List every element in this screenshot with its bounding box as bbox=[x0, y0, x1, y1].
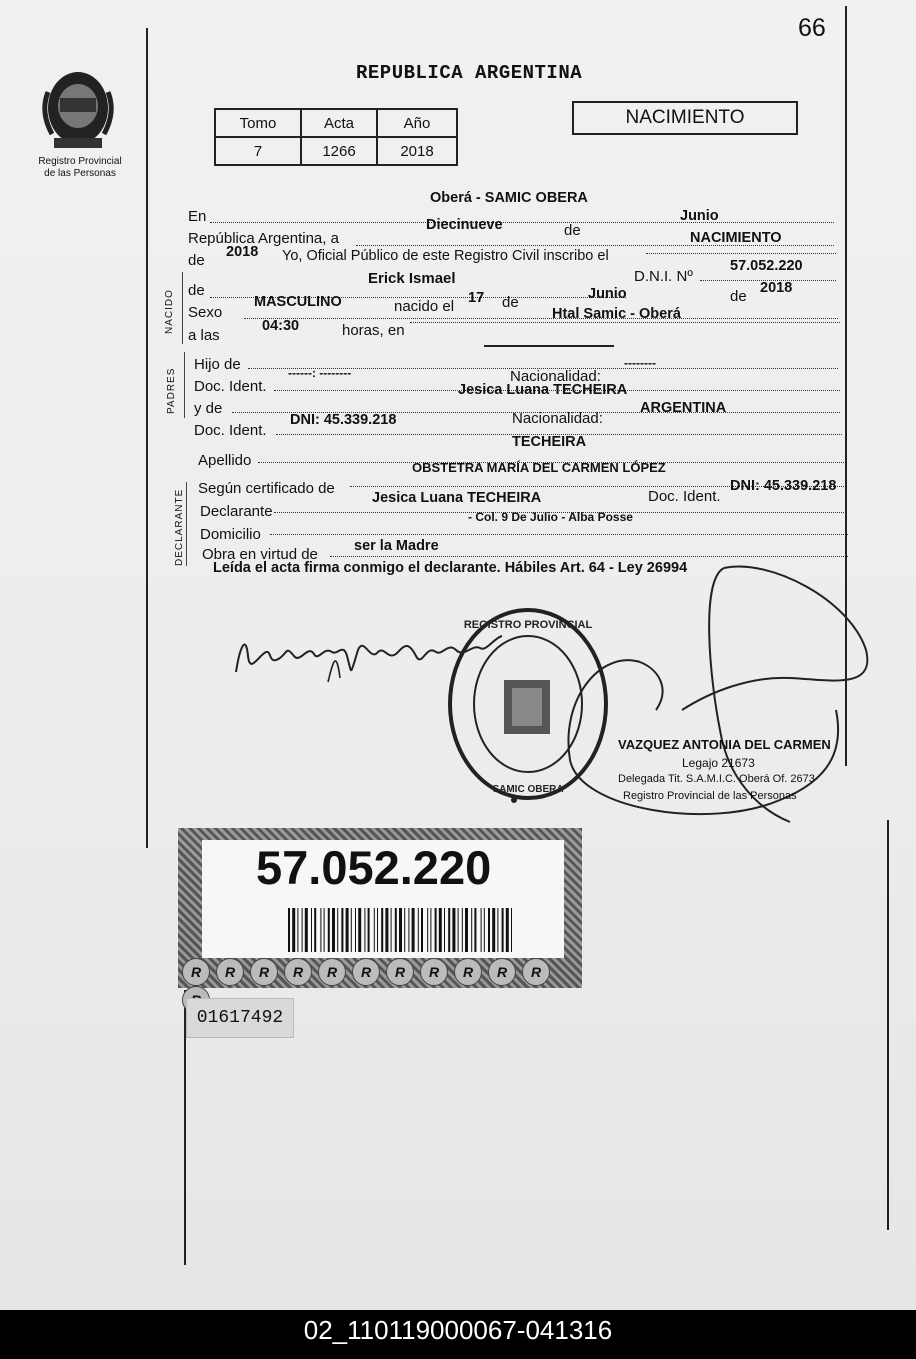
barcode-bar bbox=[404, 908, 405, 952]
barcode-bar bbox=[506, 908, 509, 952]
label-de-year: de bbox=[188, 252, 205, 269]
logo-caption bbox=[22, 156, 138, 180]
value-mother-nat: ARGENTINA bbox=[640, 400, 727, 416]
barcode-bar bbox=[328, 908, 330, 952]
logo-caption-line1: Registro Provincial bbox=[38, 156, 122, 167]
left-margin-line bbox=[146, 28, 148, 848]
barcode-bar bbox=[358, 908, 361, 952]
label-nacionalidad: Nacionalidad: bbox=[510, 368, 601, 385]
label-apellido: Apellido bbox=[198, 452, 252, 469]
barcode-bar bbox=[502, 908, 504, 952]
barcode-bar bbox=[452, 908, 455, 952]
barcode-bar bbox=[408, 908, 409, 952]
padres-divider bbox=[184, 352, 185, 418]
value-time: 04:30 bbox=[262, 318, 300, 334]
header-tomo: Tomo bbox=[215, 109, 301, 137]
label-republica: República Argentina, a bbox=[188, 230, 339, 247]
barcode-bar bbox=[430, 908, 431, 952]
value-father-doc: ------: -------- bbox=[288, 366, 352, 380]
barcode-bar bbox=[368, 908, 370, 952]
logo-caption-line2: de las Personas bbox=[44, 168, 116, 179]
value-declarant-doc: DNI: 45.339.218 bbox=[730, 478, 837, 494]
label-dni: D.N.I. Nº bbox=[634, 268, 693, 285]
value-name: Erick Ismael bbox=[368, 270, 456, 287]
label-de-m2: de bbox=[502, 294, 519, 311]
svg-text:SAMIC OBERA: SAMIC OBERA bbox=[492, 784, 564, 795]
label-doc-ident: Doc. Ident. bbox=[194, 378, 267, 395]
label-segun: Según certificado de bbox=[198, 480, 335, 497]
label-declarante: Declarante bbox=[200, 503, 273, 520]
label-de-month: de bbox=[564, 222, 581, 239]
r-watermark-icon: R bbox=[352, 958, 380, 986]
label-sexo: Sexo bbox=[188, 304, 223, 321]
sticker-pattern-row bbox=[182, 958, 580, 986]
label-y-de: y de bbox=[194, 400, 223, 417]
barcode-bar bbox=[297, 908, 298, 952]
nacido-divider bbox=[182, 272, 183, 344]
barcode-bar bbox=[427, 908, 428, 952]
r-watermark-icon: R bbox=[420, 958, 448, 986]
barcode-bar bbox=[385, 908, 388, 952]
barcode-bar bbox=[314, 908, 316, 952]
value-mother: Jesica Luana TECHEIRA bbox=[458, 382, 628, 398]
barcode-bar bbox=[324, 908, 325, 952]
right-margin-line-lower bbox=[887, 820, 889, 1230]
barcode-bar bbox=[355, 908, 356, 952]
label-nacionalidad2: Nacionalidad: bbox=[512, 410, 603, 427]
label-hijo-de: Hijo de bbox=[194, 356, 241, 373]
value-tomo: 7 bbox=[215, 137, 301, 165]
serial-number: 01617492 bbox=[186, 998, 294, 1038]
label-a-las: a las bbox=[188, 327, 220, 344]
barcode-bar bbox=[418, 908, 419, 952]
dni-number-label: 57.052.220 bbox=[256, 841, 492, 894]
label-doc-ident3: Doc. Ident. bbox=[648, 488, 721, 505]
label-domicilio: Domicilio bbox=[200, 526, 261, 543]
value-year: 2018 bbox=[226, 244, 259, 260]
label-horas-en: horas, en bbox=[342, 322, 405, 339]
barcode-bar bbox=[492, 908, 495, 952]
header-acta: Acta bbox=[301, 109, 377, 137]
barcode-bar bbox=[364, 908, 365, 952]
barcode-bar bbox=[481, 908, 482, 952]
value-act: NACIMIENTO bbox=[690, 230, 782, 246]
value-month: Junio bbox=[680, 208, 719, 224]
volume-table bbox=[214, 108, 458, 166]
section-padres: PADRES bbox=[166, 367, 177, 414]
value-mother-doc: DNI: 45.339.218 bbox=[290, 412, 397, 428]
header-ano: Año bbox=[377, 109, 457, 137]
value-father-nat: -------- bbox=[624, 356, 656, 370]
section-declarante: DECLARANTE bbox=[174, 488, 185, 566]
dots-obra bbox=[330, 556, 848, 557]
blank-line bbox=[484, 345, 614, 347]
barcode-bar bbox=[444, 908, 445, 952]
svg-text:REGISTRO PROVINCIAL: REGISTRO PROVINCIAL bbox=[463, 619, 593, 631]
label-nacido-el: nacido el bbox=[394, 298, 455, 315]
barcode-bar bbox=[458, 908, 459, 952]
r-watermark-icon: R bbox=[488, 958, 516, 986]
barcode-bar bbox=[439, 908, 442, 952]
r-watermark-icon: R bbox=[182, 958, 210, 986]
barcode-bar bbox=[448, 908, 450, 952]
r-watermark-icon: R bbox=[522, 958, 550, 986]
dots-hospital bbox=[410, 322, 840, 323]
barcode-bar bbox=[288, 908, 290, 952]
dots-en bbox=[210, 222, 834, 223]
barcode-bar bbox=[292, 908, 295, 952]
barcode-bar bbox=[412, 908, 415, 952]
barcode-bar bbox=[474, 908, 476, 952]
closing-statement: Leída el acta firma conmigo el declarante. Hábiles Art. 64 - Ley 26994 bbox=[213, 560, 688, 576]
value-day: Diecinueve bbox=[426, 217, 503, 233]
value-birth-month: Junio bbox=[588, 286, 627, 302]
barcode-bar bbox=[395, 908, 397, 952]
value-capacity: ser la Madre bbox=[354, 538, 439, 554]
barcode-bar bbox=[332, 908, 335, 952]
value-birth-day: 17 bbox=[468, 290, 485, 306]
barcode-bar bbox=[497, 908, 498, 952]
barcode-bar bbox=[341, 908, 343, 952]
value-sex: MASCULINO bbox=[254, 294, 342, 310]
dots-yo bbox=[646, 253, 836, 254]
label-yo: Yo, Oficial Público de este Registro Civil inscribo el bbox=[282, 248, 609, 264]
r-watermark-icon: R bbox=[318, 958, 346, 986]
act-type-box: NACIMIENTO bbox=[572, 101, 798, 135]
section-nacido: NACIDO bbox=[164, 289, 175, 334]
r-watermark-icon: R bbox=[250, 958, 278, 986]
official-position: Delegada Tit. S.A.M.I.C. Oberá Of. 2673 bbox=[618, 773, 815, 785]
barcode-bar bbox=[311, 908, 312, 952]
r-watermark-icon: R bbox=[216, 958, 244, 986]
value-certificate: OBSTETRA MARÍA DEL CARMEN LÓPEZ bbox=[412, 460, 666, 475]
label-doc-ident2: Doc. Ident. bbox=[194, 422, 267, 439]
value-dni: 57.052.220 bbox=[730, 258, 803, 274]
barcode-bar bbox=[462, 908, 463, 952]
value-surname: TECHEIRA bbox=[512, 434, 587, 450]
barcode-bar bbox=[391, 908, 392, 952]
value-place: Oberá - SAMIC OBERA bbox=[430, 190, 588, 206]
value-hospital: Htal Samic - Oberá bbox=[552, 306, 681, 322]
r-watermark-icon: R bbox=[284, 958, 312, 986]
barcode-bar bbox=[320, 908, 321, 952]
value-birth-year: 2018 bbox=[760, 280, 793, 296]
barcode-bar bbox=[346, 908, 349, 952]
dots-sexo bbox=[244, 318, 838, 319]
label-de-y2: de bbox=[730, 288, 747, 305]
value-ano: 2018 bbox=[377, 137, 457, 165]
declarante-divider bbox=[186, 482, 187, 566]
document-title: REPUBLICA ARGENTINA bbox=[356, 62, 583, 84]
barcode-bar bbox=[374, 908, 375, 952]
barcode-bar bbox=[471, 908, 472, 952]
official-legajo: Legajo 21673 bbox=[682, 756, 755, 770]
barcode-bar bbox=[465, 908, 468, 952]
barcode-bar bbox=[302, 908, 303, 952]
dots-domicilio bbox=[270, 534, 848, 535]
value-address: - Col. 9 De Julio - Alba Posse bbox=[468, 510, 633, 524]
barcode-bar bbox=[351, 908, 352, 952]
barcode-bar bbox=[399, 908, 402, 952]
label-en: En bbox=[188, 208, 207, 225]
image-id-footer: 02_110119000067-041316 bbox=[0, 1310, 916, 1359]
label-de-name: de bbox=[188, 282, 205, 299]
barcode-bar bbox=[421, 908, 423, 952]
province-crest-logo bbox=[36, 62, 120, 154]
barcode-bar bbox=[305, 908, 308, 952]
r-watermark-icon: R bbox=[454, 958, 482, 986]
barcode-bar bbox=[488, 908, 490, 952]
official-registry: Registro Provincial de las Personas bbox=[623, 790, 797, 802]
barcode-bar bbox=[377, 908, 378, 952]
r-watermark-icon: R bbox=[386, 958, 414, 986]
value-acta: 1266 bbox=[301, 137, 377, 165]
barcode-bar bbox=[435, 908, 437, 952]
barcode-bar bbox=[381, 908, 383, 952]
barcode bbox=[288, 908, 516, 952]
barcode-bar bbox=[511, 908, 512, 952]
value-declarant: Jesica Luana TECHEIRA bbox=[372, 490, 542, 506]
barcode-bar bbox=[484, 908, 485, 952]
barcode-bar bbox=[337, 908, 338, 952]
official-name: VAZQUEZ ANTONIA DEL CARMEN bbox=[618, 737, 831, 752]
page-number: 66 bbox=[798, 14, 826, 42]
label-obra: Obra en virtud de bbox=[202, 546, 318, 563]
